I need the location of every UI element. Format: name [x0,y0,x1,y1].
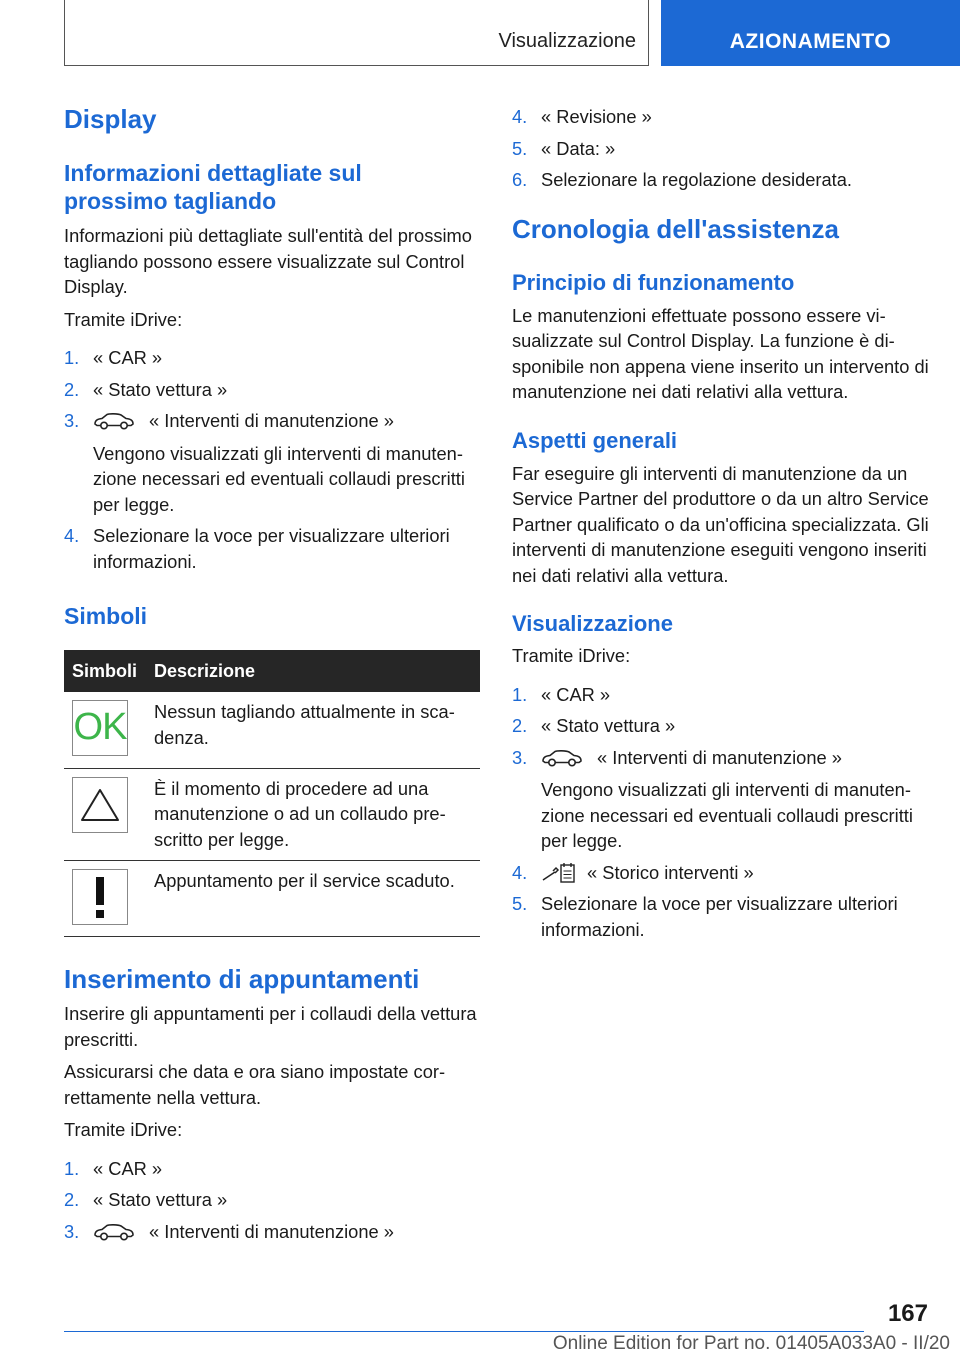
ok-symbol-text: OK [73,706,127,749]
step-text: « Interventi di manutenzione » [149,410,394,431]
header-section-title: Visualizzazione [498,30,636,52]
appointments-text-2: Assicurarsi che data e ora siano impostate correttamente nella vettura. [64,1061,446,1108]
step-number: 1. [64,347,80,368]
exclamation-icon [72,869,128,925]
step-number: 3. [512,746,528,768]
step-number: 3. [64,1220,80,1242]
header-section-box [64,0,649,66]
description-cell: Nessun tagliando attualmente in scadenza. [146,692,480,768]
symbols-table [64,650,480,937]
step-text: « Interventi di manutenzione » [597,746,842,768]
step-text: « CAR » [541,683,611,705]
warning-triangle-icon [72,777,128,833]
header-chapter-tab[interactable] [661,0,960,66]
step-subtext: Vengono visualizzati gli interventi di manutenzione necessari ed eventuali collaudi prescritti per legge. [541,779,913,851]
heading-service-history: Cronologia dell'assistenza [512,213,839,244]
table-row [64,692,480,768]
tramite-idrive-label: Tramite iDrive: [512,645,631,666]
tramite-idrive-label: Tramite iDrive: [64,1119,183,1140]
steps-list-detail [64,345,480,574]
description-cell: È il momento di procedere ad una manutenzione o ad un collaudo prescritto per legge. [146,768,480,861]
list-item [512,713,930,739]
step-number: 6. [512,169,528,190]
step-text: Selezionare la regolazione desiderata. [541,169,852,190]
heading-principle: Principio di funzionamento [512,269,795,295]
step-number: 5. [512,893,528,914]
step-text: « Stato vettura » [93,378,228,400]
step-number: 3. [64,410,80,431]
heading-general-aspects: Aspetti generali [512,427,678,453]
left-column [64,100,480,1250]
car-icon [93,1222,135,1242]
tramite-idrive-label: Tramite iDrive: [64,308,183,330]
right-column [512,100,930,948]
step-text: « Data: » [541,137,616,159]
table-row [64,861,480,937]
page-number: 167 [887,1300,928,1327]
list-item [64,1219,480,1245]
step-number: 1. [64,1157,80,1179]
detail-intro-text: Informazioni più dettagliate sull'entità del prossimo tagliando possono essere visualizzate sul Control Display. [64,225,472,297]
step-text: « Storico interventi » [587,861,754,883]
service-history-icon [541,862,577,884]
list-item [64,1187,480,1213]
list-item [64,408,480,517]
ok-symbol-icon [72,700,128,756]
symbol-cell [64,692,146,768]
heading-appointments: Inserimento di appuntamenti [64,964,420,994]
step-subtext: Vengono visualizzati gli interventi di manutenzione necessari ed eventuali collaudi prescritti per legge. [93,442,465,515]
table-header-row [64,650,480,692]
list-item [64,523,480,574]
list-item [512,682,930,708]
car-icon [541,748,583,768]
steps-list-history [512,682,930,943]
step-number: 4. [512,106,528,127]
step-number: 4. [64,525,80,546]
list-item [64,1156,480,1182]
step-text: « CAR » [93,1157,163,1179]
table-header-symbols: Simboli [64,650,146,692]
step-text: « Stato vettura » [93,1189,228,1210]
steps-list-appointments [64,1156,480,1245]
list-item [64,345,480,371]
step-number: 2. [64,378,80,400]
list-item [512,745,930,854]
heading-visualization: Visualizzazione [512,611,673,636]
step-text: « Stato vettura » [541,715,676,736]
symbol-cell [64,861,146,937]
step-text: « CAR » [93,347,163,368]
list-item [512,136,930,162]
step-number: 2. [64,1189,80,1210]
footer-divider [64,1331,864,1332]
step-text: Selezionare la voce per visualizzare ulteriori informazioni. [93,525,450,572]
step-number: 1. [512,683,528,705]
steps-list-appointments-cont [512,104,930,193]
list-item [512,104,930,130]
description-cell: Appuntamento per il service scaduto. [146,861,480,937]
list-item [512,860,930,886]
step-number: 4. [512,861,528,883]
symbol-cell [64,768,146,861]
header-chapter-label: AZIONAMENTO [729,30,892,53]
footer-edition: Online Edition for Part no. 01405A033A0 - II/20 [552,1333,950,1354]
general-aspects-text: Far eseguire gli interventi di manutenzione da un Service Partner del produttore o da un altro Service Partner qualificato o da un'officina specializzata. Gli interventi di manutenzione eseguiti vengono inseriti nei dati relativi alla vettura. [512,462,929,586]
table-row [64,768,480,861]
list-item [64,377,480,403]
table-header-description: Descrizione [146,650,480,692]
car-icon [93,411,135,431]
list-item [512,167,930,193]
step-text: « Interventi di manutenzione » [149,1220,394,1242]
principle-text: Le manutenzioni effettuate possono essere visualizzate sul Control Display. La funzione è disponibile non appena viene inserito un intervento di manutenzione nei dati relativi alla vettura. [512,304,929,402]
step-text: « Revisione » [541,106,652,127]
heading-detail-info: Informazioni dettagliate sul prossimo tagliando [64,160,362,214]
appointments-text-1: Inserire gli appuntamenti per i collaudi della vettura prescritti. [64,1003,477,1050]
heading-symbols: Simboli [64,603,148,629]
step-text: Selezionare la voce per visualizzare ulteriori informazioni. [541,893,898,940]
list-item [512,891,930,942]
step-number: 2. [512,715,528,736]
heading-display: Display [64,104,157,134]
step-number: 5. [512,137,528,159]
